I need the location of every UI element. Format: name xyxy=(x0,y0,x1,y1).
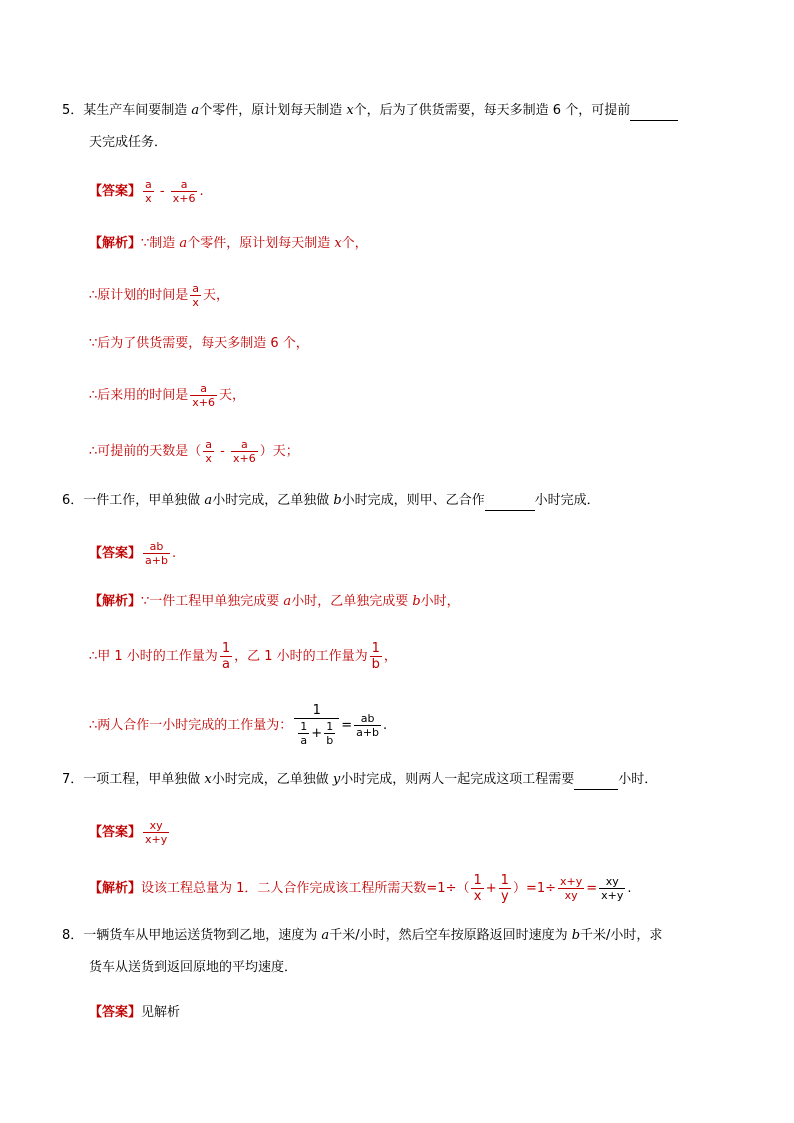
question-number: 6． xyxy=(62,493,84,508)
q7-answer xyxy=(89,819,794,846)
analysis-label: 【解析】 xyxy=(89,881,142,896)
fraction: $\frac{1}{a}$ xyxy=(221,641,231,672)
q5-answer: 【答案】 $\frac{a}{x}$ - $\frac{a}{x+6}$ . xyxy=(89,178,204,205)
q6-answer: 【答案】 $\frac{ab}{a+b}$ . xyxy=(89,540,177,567)
fraction: $\frac{xy}{x+y}$ xyxy=(601,875,624,902)
q5-analysis-5: ∴可提前的天数是（ $\frac{a}{x}$ - $\frac{a}{x+6}$ ）天； xyxy=(89,438,299,465)
q7-analysis-1: 【解析】设该工程总量为 1．二人合作完成该工程所需天数=1÷（ $\frac{1}{x}$ + $\frac{1}{y}$ ）=1÷ $\frac{x+y}{xy}$ = $\frac{xy}{x+y}$ . xyxy=(89,873,632,904)
q6-analysis-3: ∴两人合作一小时完成的工作量为： 1 $\frac{1}{a}$ + $\frac{1}{b}$ = $\frac{ab}{a+b}$ . xyxy=(89,703,388,747)
question-number: 8． xyxy=(62,928,84,943)
fraction: $\frac{1}{y}$ xyxy=(500,873,509,904)
answer-label: 【答案】 xyxy=(89,1005,142,1020)
fraction: $\frac{a}{x}$ xyxy=(205,438,213,465)
q6-analysis-2: ∴甲 1 小时的工作量为 $\frac{1}{a}$ ，乙 1 小时的工作量为 $\frac{1}{b}$ ， xyxy=(89,641,397,672)
fraction: $\frac{1}{b}$ xyxy=(371,641,380,672)
q8-stem-cont: 货车从送货到返回原地的平均速度． xyxy=(89,960,298,975)
q5-analysis-1: 【解析】∵制造 a个零件，原计划每天制造 x个， xyxy=(89,236,368,251)
q5-analysis-2: ∴原计划的时间是 $\frac{a}{x}$ 天， xyxy=(89,282,230,309)
q5-analysis-3: ∵后为了供货需要，每天多制造 6 个， xyxy=(89,336,309,351)
q8-stem: 8．一辆货车从甲地运送货物到乙地，速度为 a千米/小时，然后空车按原路返回时速度为 b千米/小时，求 xyxy=(62,928,663,943)
fraction: $\frac{1}{a}$ xyxy=(300,720,308,747)
fraction: $\frac{ab}{a+b}$ xyxy=(145,540,168,567)
fraction: $\frac{xy}{x+y}$ xyxy=(145,819,168,846)
fraction: $\frac{a}{x+6}$ xyxy=(233,438,256,465)
question-number: 5． xyxy=(62,103,84,118)
q6-stem: 6．一件工作，甲单独做 a小时完成，乙单独做 b小时完成，则甲、乙合作 小时完成． xyxy=(62,491,794,511)
q5-stem: 5．某生产车间要制造 a个零件，原计划每天制造 x个，后为了供货需要，每天多制造 6 个，可提前 xyxy=(62,101,794,121)
q6-analysis-1: 【解析】∵一件工程甲单独完成要 a小时，乙单独完成要 b小时， xyxy=(89,594,460,609)
q7-stem: 7．一项工程，甲单独做 x小时完成，乙单独做 y小时完成，则两人一起完成这项工程需要 小时． xyxy=(62,770,794,790)
answer-label: 【答案】 xyxy=(89,546,142,561)
analysis-label: 【解析】 xyxy=(89,236,142,251)
fraction: $\frac{ab}{a+b}$ xyxy=(356,712,380,739)
answer-blank xyxy=(485,496,535,511)
fraction: $\frac{a}{x}$ xyxy=(192,282,200,309)
analysis-label: 【解析】 xyxy=(89,594,142,609)
q5-analysis-4: ∴后来用的时间是 $\frac{a}{x+6}$ 天， xyxy=(89,382,246,409)
answer-label: 【答案】 xyxy=(89,825,142,840)
answer-blank xyxy=(630,106,678,121)
fraction: $\frac{x+y}{xy}$ xyxy=(560,875,583,902)
compound-fraction: 1 $\frac{1}{a}$ + $\frac{1}{b}$ xyxy=(294,703,339,748)
answer-label: 【答案】 xyxy=(89,184,142,199)
question-number: 7． xyxy=(62,772,84,787)
fraction: $\frac{1}{x}$ xyxy=(473,873,482,904)
answer-blank xyxy=(574,775,618,790)
fraction: $\frac{a}{x}$ xyxy=(145,178,152,205)
q8-answer: 【答案】见解析 xyxy=(89,1005,181,1020)
q5-stem-cont: 天完成任务． xyxy=(89,135,168,150)
fraction: $\frac{a}{x+6}$ xyxy=(172,178,196,205)
fraction: $\frac{a}{x+6}$ xyxy=(192,382,216,409)
fraction: $\frac{1}{b}$ xyxy=(326,720,334,747)
